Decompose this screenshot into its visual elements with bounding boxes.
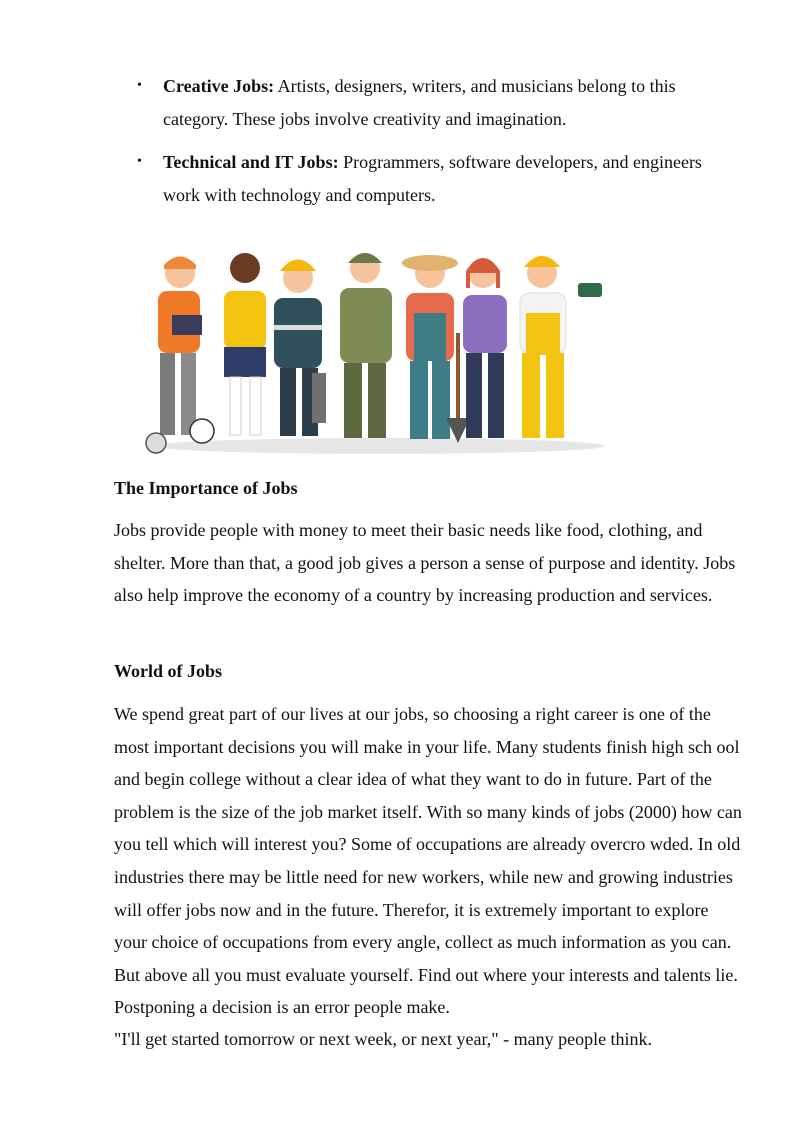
section-heading: The Importance of Jobs [114,478,298,498]
list-item-text: Artists, designers, writers, and musicians belong to this category. These jobs involve creativity and imagination. [163,76,676,129]
job-category-list [0,70,800,222]
bullet-icon: • [137,78,142,93]
worker-figure [463,258,507,438]
list-item-term: Technical and IT Jobs: [163,152,339,172]
section-heading: World of Jobs [114,661,223,681]
worker-figure [274,260,326,437]
worker-figure [340,253,392,438]
worker-figure [520,256,602,438]
section-body: We spend great part of our lives at our jobs, so choosing a right career is one of the most important decisions you will make in your life. Many students finish high sch ool and begin college without a clear idea of what they want to do in future. Part of the problem is the size of the job market itself. With so many kinds of jobs (2000) how can you tell which will interest you? Some of occupations are already overcro wded. In old industries there may be little need for new workers, while new and growing industries will offer jobs now and in the future. Therefor, it is extremely important to explore your choice of occupations from every angle, collect as much information as you can. But above all you must evaluate yourself. Find out where your interests and talents lie. Postponing a decision is an error people make. [114,704,742,1018]
quote-text: "I'll get started tomorrow or next week, or next year," - many people think. [114,1029,653,1049]
bullet-icon: • [137,154,142,169]
list-item-term: Creative Jobs: [163,76,275,96]
list-item [0,70,743,135]
list-item [0,146,743,211]
worker-figure [190,253,266,443]
workers-illustration [140,243,618,458]
worker-figure [402,255,470,443]
list-item-text: Programmers, software developers, and engineers work with technology and computers. [163,152,702,205]
section-body: Jobs provide people with money to meet their basic needs like food, clothing, and shelter. More than that, a good job gives a person a sense of purpose and identity. Jobs also help improve the economy of a country by increasing production and services. [114,520,736,606]
